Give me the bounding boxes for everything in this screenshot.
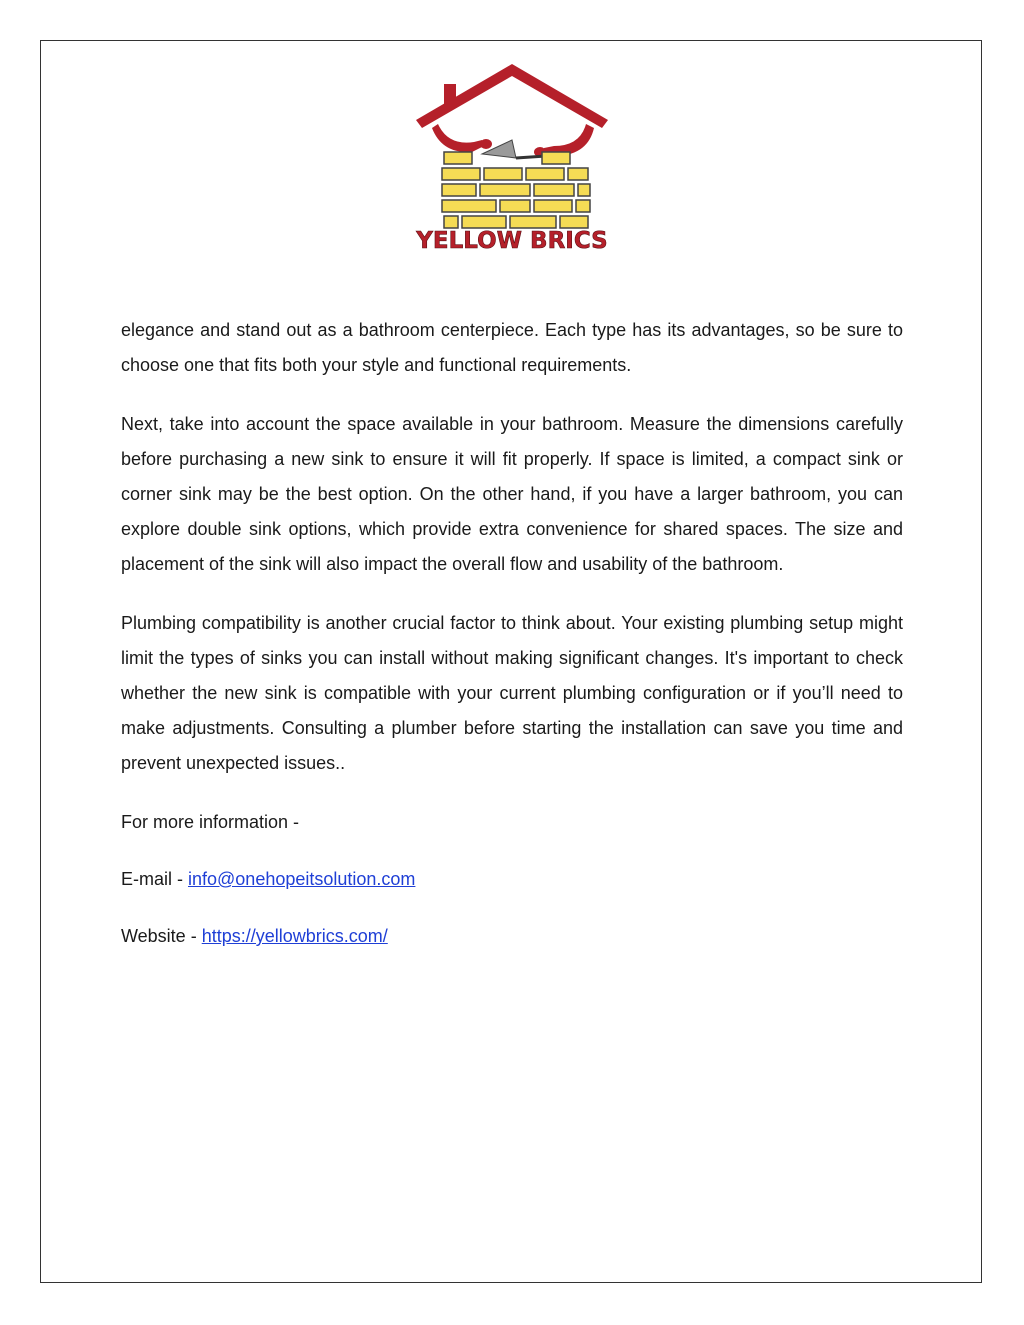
website-label: Website - bbox=[121, 926, 202, 946]
email-line bbox=[121, 862, 903, 897]
website-line bbox=[121, 919, 903, 954]
paragraph-intro: elegance and stand out as a bathroom centerpiece. Each type has its advantages, so be sure to choose one that fits both your style and functional requirements. bbox=[121, 320, 903, 375]
email-label: E-mail - bbox=[121, 869, 188, 889]
yellow-brics-logo bbox=[412, 62, 612, 257]
email-link[interactable]: info@onehopeitsolution.com bbox=[188, 869, 416, 889]
document-body bbox=[121, 313, 903, 976]
more-info-heading: For more information - bbox=[121, 812, 300, 832]
paragraph-plumbing: Plumbing compatibility is another crucial factor to think about. Your existing plumbing setup might limit the types of sinks you can install without making significant changes. It's important to check whether the new sink is compatible with your current plumbing configuration or if you’ll need to make adjustments. Consulting a plumber before starting the installation can save you time and prevent unexpected issues.. bbox=[121, 613, 903, 773]
svg-text:YELLOW BRICS: YELLOW BRICS bbox=[416, 228, 608, 254]
website-link[interactable]: https://yellowbrics.com/ bbox=[201, 926, 388, 946]
paragraph-space: Next, take into account the space available in your bathroom. Measure the dimensions carefully before purchasing a new sink to ensure it will fit properly. If space is limited, a compact sink or corner sink may be the best option. On the other hand, if you have a larger bathroom, you can explore double sink options, which provide extra convenience for shared spaces. The size and placement of the sink will also impact the overall flow and usability of the bathroom. bbox=[121, 414, 903, 574]
